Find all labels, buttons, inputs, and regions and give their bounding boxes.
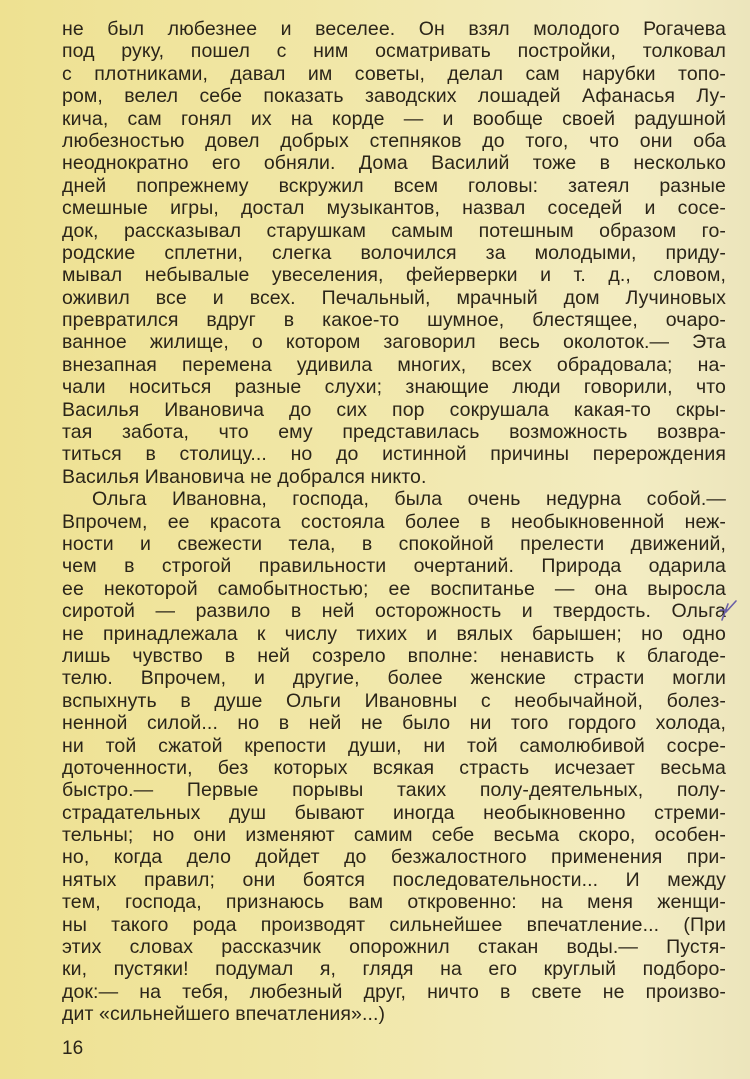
text-line: смешные игры, достал музыкантов, назвал соседей и сосе- — [62, 197, 726, 220]
text-line: чем в строгой правильности очертаний. Природа одарила — [62, 555, 726, 578]
text-line: ванное жилище, о котором заговорил весь околоток.— Эта — [62, 331, 726, 354]
margin-pencil-mark-icon — [718, 598, 740, 624]
text-line: неоднократно его обняли. Дома Василий тоже в несколько — [62, 152, 726, 175]
text-line: любезностью довел добрых степняков до того, что они оба — [62, 129, 726, 152]
page-number: 16 — [62, 1038, 84, 1059]
text-line: сиротой — развило в ней осторожность и твердость. Ольга — [62, 600, 726, 623]
text-line: тая забота, что ему представилась возможность возвра- — [62, 421, 726, 444]
text-line: ни той сжатой крепости души, ни той самолюбивой сосре- — [62, 734, 726, 757]
text-line: родские сплетни, слегка волочился за молодыми, приду- — [62, 241, 726, 264]
text-line: под руку, пошел с ним осматривать постройки, толковал — [62, 40, 726, 63]
page-body-text — [62, 18, 726, 1026]
text-line: вспыхнуть в душе Ольги Ивановны с необычайной, болез- — [62, 689, 726, 712]
text-line: страдательных душ бывают иногда необыкновенно стреми- — [62, 801, 726, 824]
text-line: док, рассказывал старушкам самым потешным образом го- — [62, 219, 726, 242]
text-line: ром, велел себе показать заводских лошадей Афанасья Лу- — [62, 85, 726, 108]
text-line: Впрочем, ее красота состояла более в необыкновенной неж- — [62, 510, 726, 533]
text-line: Василья Ивановича до сих пор сокрушала какая-то скры- — [62, 398, 726, 421]
text-line: внезапная перемена удивила многих, всех обрадовала; на- — [62, 353, 726, 376]
text-line: ненной силой... но в ней не было ни того гордого холода, — [62, 712, 726, 735]
text-line: ны такого рода производят сильнейшее впечатление... (При — [62, 913, 726, 936]
text-line: титься в столицу... но до истинной причины перерождения — [62, 443, 726, 466]
text-line: дит «сильнейшего впечатления»...) — [62, 1003, 386, 1026]
text-line: тем, господа, признаюсь вам откровенно: на меня женщи- — [62, 891, 726, 914]
text-line: оживил все и всех. Печальный, мрачный дом Лучиновых — [62, 286, 726, 309]
text-line: док:— на тебя, любезный друг, ничто в свете не произво- — [62, 980, 726, 1003]
text-line: мывал небывалые увеселения, фейерверки и т. д., словом, — [62, 264, 726, 287]
text-line: ее некоторой самобытностью; ее воспитанье — она выросла — [62, 577, 726, 600]
text-line: Василья Ивановича не добрался никто. — [62, 465, 427, 488]
text-line: превратился вдруг в какое-то шумное, блестящее, очаро- — [62, 309, 726, 332]
text-line: кича, сам гонял их на корде — и вообще своей радушной — [62, 107, 726, 130]
text-line: тельны; но они изменяют самим себе весьма скоро, особен- — [62, 824, 726, 847]
text-line: ки, пустяки! подумал я, глядя на его круглый подборо- — [62, 958, 726, 981]
text-line: быстро.— Первые порывы таких полу-деятельных, полу- — [62, 779, 726, 802]
text-line: телю. Впрочем, и другие, более женские страсти могли — [62, 667, 726, 690]
text-line: ности и свежести тела, в спокойной прелести движений, — [62, 532, 726, 555]
text-line: этих словах рассказчик опорожнил стакан воды.— Пустя- — [62, 936, 726, 959]
text-line: лишь чувство в ней созрело вполне: ненависть к благоде- — [62, 644, 726, 667]
text-line: с плотниками, давал им советы, делал сам нарубки топо- — [62, 62, 726, 85]
text-line: не принадлежала к числу тихих и вялых барышен; но одно — [62, 622, 726, 645]
text-line: дней попрежнему вскружил всем головы: затеял разные — [62, 174, 726, 197]
text-line: Ольга Ивановна, господа, была очень недурна собой.— — [92, 488, 726, 511]
text-line: нятых правил; они боятся последовательности... И между — [62, 868, 726, 891]
text-line: но, когда дело дойдет до безжалостного применения при- — [62, 846, 726, 869]
text-line: не был любезнее и веселее. Он взял молодого Рогачева — [62, 18, 726, 40]
text-line: чали носиться разные слухи; знающие люди говорили, что — [62, 376, 726, 399]
text-line: доточенности, без которых всякая страсть исчезает весьма — [62, 756, 726, 779]
